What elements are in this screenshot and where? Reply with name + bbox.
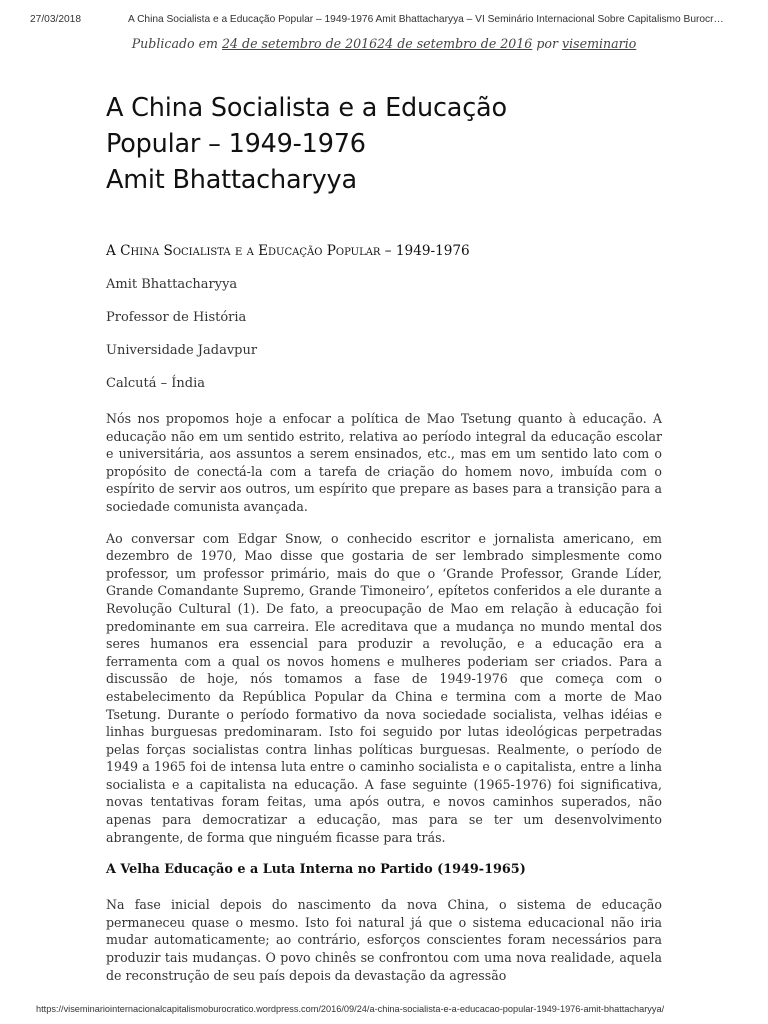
paragraph-2: Ao conversar com Edgar Snow, o conhecido escritor e jornalista americano, em dezembro de 1970, Mao disse que gostaria de ser lembrado simplesmente como professor, um professor primário, mais do que o ‘Grande Professor, Grande Líder, Grande Comandante Supremo, Grande Timoneiro’, epítetos conferidos a ele durante a Revolução Cultural (1). De fato, a preocupação de Mao em relação à educação foi predominante em sua carreira. Ele acreditava que a mudança no mundo mental dos seres humanos era essencial para produzir a revolução, e a educação era a ferramenta com a qual os novos homens e mulheres poderiam ser criados. Para a discussão de hoje, nós tomamos a fase de 1949-1976 que começa com o estabelecimento da República Popular da China e termina com a morte de Mao Tsetung. Durante o período formativo da nova sociedade socialista, velhas idéias e linhas burguesas predominaram. Isto foi seguido por lutas ideológicas perpetradas pelas forças socialistas contra linhas políticas burguesas. Realmente, o período de 1949 a 1965 foi de intensa luta entre o caminho socialista e o capitalista, entre a linha socialista e a capitalista na educação. A fase seguinte (1965-1976) foi significativa, novas tentativas foram feitas, uma após outra, e novos caminhos superados, não apenas para democratizar a educação, mas para se ter um desenvolvimento abrangente, de forma que ninguém ficasse para trás. xyxy=(106,530,662,845)
author-location: Calcutá – Índia xyxy=(106,376,205,391)
post-title-line-2: Popular – 1949-1976 xyxy=(106,129,366,159)
post-meta xyxy=(0,36,768,51)
section-heading: A Velha Educação e a Luta Interna no Partido (1949-1965) xyxy=(106,862,526,878)
print-date: 27/03/2018 xyxy=(30,14,81,25)
post-title xyxy=(106,90,662,198)
post-content xyxy=(106,90,662,984)
post-author-link[interactable]: viseminario xyxy=(562,36,637,51)
post-title-line-1: A China Socialista e a Educação xyxy=(106,93,507,123)
author-institution: Universidade Jadavpur xyxy=(106,343,258,358)
post-date-link[interactable]: 24 de setembro de 201624 de setembro de 2016 xyxy=(222,36,533,51)
paragraph-3: Na fase inicial depois do nascimento da nova China, o sistema de educação permaneceu quase o mesmo. Isto foi natural já que o sistema educacional não iria mudar automaticamente; ao contrário, esforços conscientes foram necessários para produzir tais mudanças. O povo chinês se confrontou com uma nova realidade, aquela de reconstrução de seu país depois da devastação da agressão xyxy=(106,897,662,983)
author-role: Professor de História xyxy=(106,310,247,325)
published-by: por xyxy=(536,36,559,51)
published-prefix: Publicado em xyxy=(131,36,218,51)
paragraph-1: Nós nos propomos hoje a enfocar a política de Mao Tsetung quanto à educação. A educação não em um sentido estrito, relativa ao período integral da educação escolar e universitária, aos assuntos a serem ensinados, etc., mas em um sentido lato com o propósito de conectá-la com a tarefa de criação do homem novo, imbuída com o espírito de servir aos outros, um espírito que prepare as bases para a transição para a sociedade comunista avançada. xyxy=(106,411,662,514)
print-page-title: A China Socialista e a Educação Popular – 1949-1976 Amit Bhattacharyya – VI Seminário Internacional Sobre Capitalismo Burocr… xyxy=(128,14,724,25)
article-subheading: A China Socialista e a Educação Popular – 1949-1976 xyxy=(106,243,470,259)
author-name: Amit Bhattacharyya xyxy=(106,277,238,292)
print-footer-url: https://viseminariointernacionalcapitalismoburocratico.wordpress.com/2016/09/24/a-china-socialista-e-a-educacao-popular-1949-1976-amit-bhattacharyya/ xyxy=(36,1004,748,1018)
post-title-line-3: Amit Bhattacharyya xyxy=(106,165,357,195)
print-header xyxy=(30,14,748,28)
